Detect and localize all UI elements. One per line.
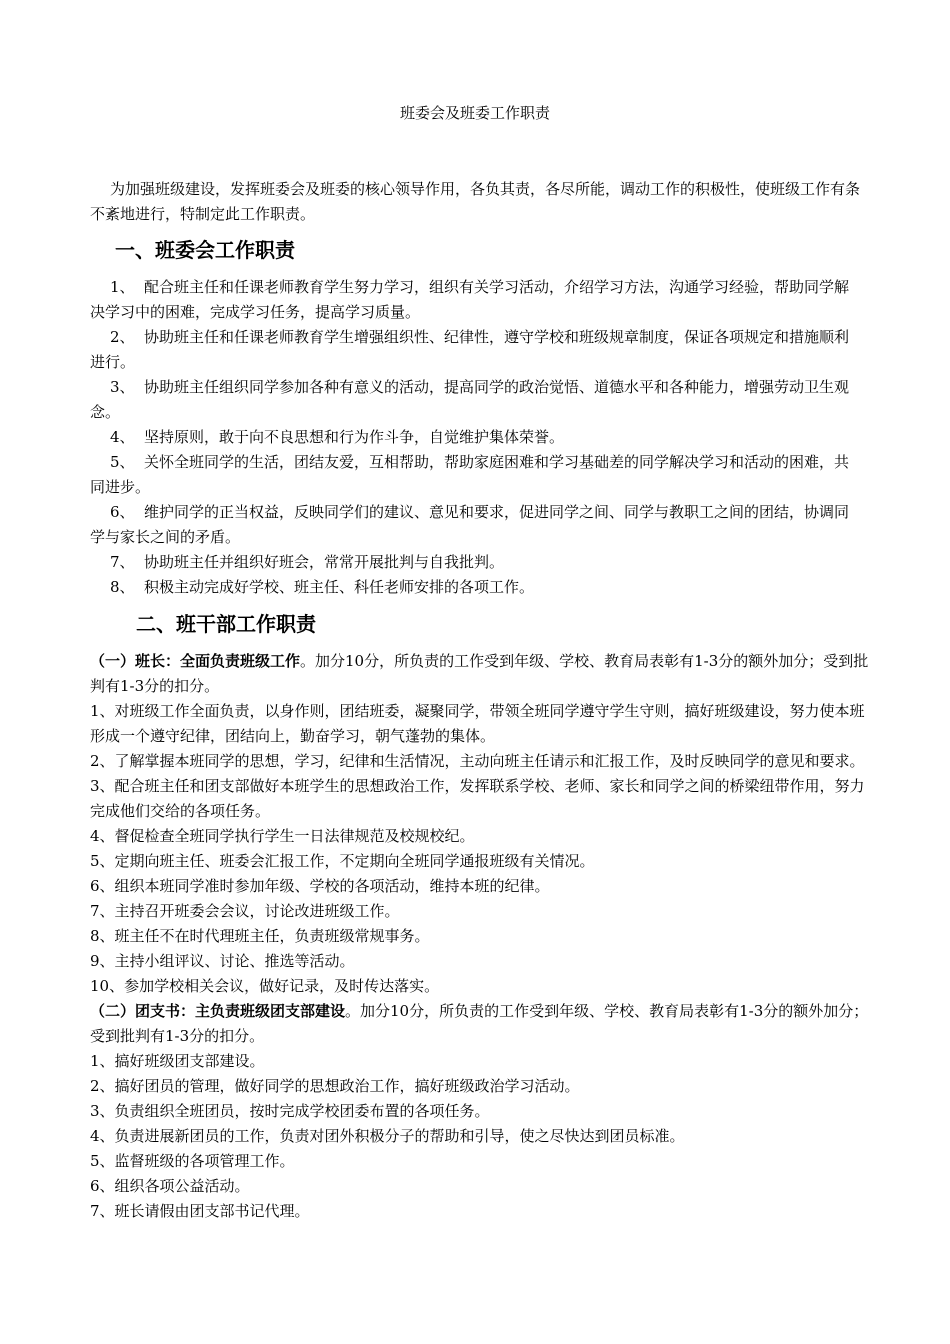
item-text: 维护同学的正当权益，反映同学们的建议、意见和要求，促进同学之间、同学与教职工之间的团结，协调同学与家长之间的矛盾。 (90, 503, 850, 546)
list-item: 3、负责组织全班团员，按时完成学校团委布置的各项任务。 (90, 1102, 490, 1120)
monitor-rest: 。加分10分，所负责的工作受到年级、学校、教育局表彰有1-3分的额外加分；受到批判有1-3分的扣分。 (90, 652, 869, 695)
league-lead: （二）团支书：主负责班级团支部建设 (90, 1002, 346, 1020)
item-number: 5、 (110, 453, 135, 471)
item-text: 关怀全班同学的生活，团结友爱，互相帮助，帮助家庭困难和学习基础差的同学解决学习和活动的困难，共同进步。 (90, 453, 850, 496)
list-item: 4、负责进展新团员的工作，负责对团外积极分子的帮助和引导，使之尽快达到团员标准。 (90, 1127, 685, 1145)
intro-paragraph: 为加强班级建设，发挥班委会及班委的核心领导作用，各负其责，各尽所能，调动工作的积极性，使班级工作有条不紊地进行，特制定此工作职责。 (90, 180, 861, 223)
item-number: 7、 (110, 553, 135, 571)
list-item: 1、搞好班级团支部建设。 (90, 1052, 265, 1070)
item-text: 协助班主任并组织好班会，常常开展批判与自我批判。 (144, 553, 505, 571)
list-item (90, 375, 862, 425)
item-number: 6、 (110, 503, 135, 521)
list-item: 2、搞好团员的管理，做好同学的思想政治工作，搞好班级政治学习活动。 (90, 1077, 580, 1095)
item-number: 3、 (110, 378, 135, 396)
section1-list (90, 275, 862, 600)
list-item: 4、督促检查全班同学执行学生一日法律规范及校规校纪。 (90, 827, 475, 845)
item-number: 1、 (110, 278, 135, 296)
list-item: 6、组织本班同学准时参加年级、学校的各项活动，维持本班的纪律。 (90, 877, 550, 895)
list-item (90, 450, 862, 500)
item-text: 配合班主任和任课老师教育学生努力学习，组织有关学习活动，介绍学习方法，沟通学习经验，帮助同学解决学习中的困难，完成学习任务，提高学习质量。 (90, 278, 850, 321)
item-text: 坚持原则，敢于向不良思想和行为作斗争，自觉维护集体荣誉。 (144, 428, 565, 446)
item-number: 8、 (110, 578, 135, 596)
monitor-lead: （一）班长：全面负责班级工作 (90, 652, 301, 670)
list-item: 2、了解掌握本班同学的思想，学习，纪律和生活情况，主动向班主任请示和汇报工作，及时反映同学的意见和要求。 (90, 752, 865, 770)
monitor-paragraph (90, 649, 870, 699)
section1-heading: 一、班委会工作职责 (115, 238, 295, 262)
league-paragraph (90, 999, 870, 1049)
list-item: 8、班主任不在时代理班主任，负责班级常规事务。 (90, 927, 430, 945)
list-item (90, 425, 862, 450)
list-item (90, 275, 862, 325)
list-item (90, 500, 862, 550)
list-item: 7、主持召开班委会会议，讨论改进班级工作。 (90, 902, 400, 920)
list-item (90, 325, 862, 375)
list-item: 5、监督班级的各项管理工作。 (90, 1152, 295, 1170)
list-item (90, 575, 862, 600)
league-rest: 。加分10分，所负责的工作受到年级、学校、教育局表彰有1-3分的额外加分；受到批判有1-3分的扣分。 (90, 1002, 869, 1045)
list-item: 6、组织各项公益活动。 (90, 1177, 250, 1195)
document-title: 班委会及班委工作职责 (399, 104, 550, 122)
item-number: 4、 (110, 428, 135, 446)
list-item: 7、班长请假由团支部书记代理。 (90, 1202, 310, 1220)
list-item: 9、主持小组评议、讨论、推选等活动。 (90, 952, 355, 970)
item-text: 积极主动完成好学校、班主任、科任老师安排的各项工作。 (144, 578, 535, 596)
section2-body (90, 649, 870, 1224)
list-item: 5、定期向班主任、班委会汇报工作，不定期向全班同学通报班级有关情况。 (90, 852, 595, 870)
list-item: 10、参加学校相关会议，做好记录，及时传达落实。 (90, 977, 440, 995)
item-number: 2、 (110, 328, 135, 346)
list-item (90, 550, 862, 575)
item-text: 协助班主任和任课老师教育学生增强组织性、纪律性，遵守学校和班级规章制度，保证各项规定和措施顺利进行。 (90, 328, 850, 371)
section2-heading: 二、班干部工作职责 (136, 612, 316, 636)
list-item: 3、配合班主任和团支部做好本班学生的思想政治工作，发挥联系学校、老师、家长和同学之间的桥梁纽带作用，努力完成他们交给的各项任务。 (90, 777, 865, 820)
item-text: 协助班主任组织同学参加各种有意义的活动，提高同学的政治觉悟、道德水平和各种能力，增强劳动卫生观念。 (90, 378, 850, 421)
list-item: 1、对班级工作全面负责，以身作则，团结班委，凝聚同学，带领全班同学遵守学生守则，搞好班级建设，努力使本班形成一个遵守纪律，团结向上，勤奋学习，朝气蓬勃的集体。 (90, 702, 865, 745)
